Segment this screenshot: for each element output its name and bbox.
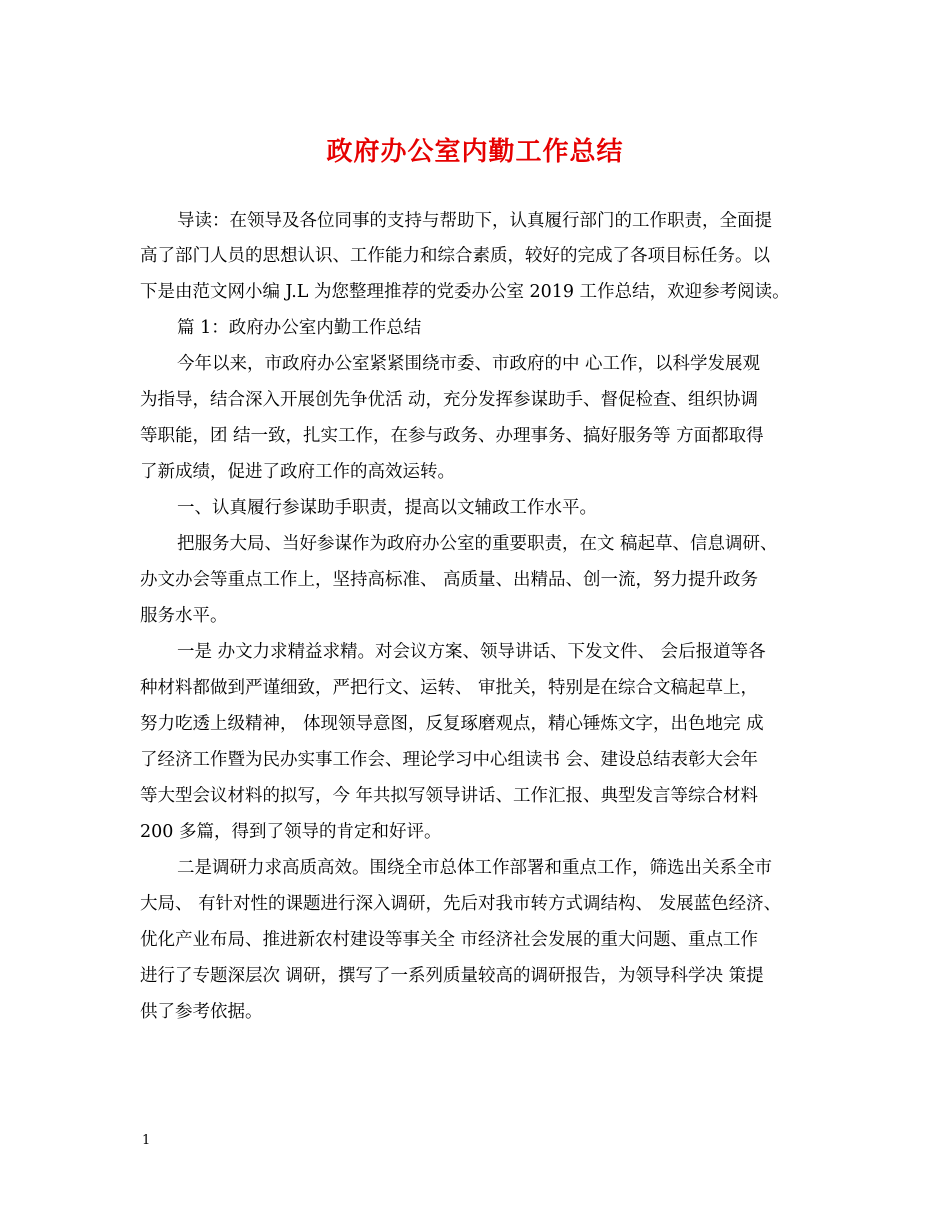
- text-line: 服务水平。: [140, 606, 228, 626]
- text-line: 篇 1：政府办公室内勤工作总结: [177, 318, 422, 338]
- text-line: 高了部门人员的思想认识、工作能力和综合素质，较好的完成了各项目标任务。以: [140, 246, 770, 266]
- text-line: 一是 办文力求精益求精。对会议方案、领导讲话、下发文件、 会后报道等各: [177, 642, 766, 662]
- text-line: 导读：在领导及各位同事的支持与帮助下，认真履行部门的工作职责，全面提: [177, 211, 772, 231]
- text-line: 优化产业布局、推进新农村建设等事关全 市经济社会发展的重大问题、重点工作: [140, 930, 759, 950]
- text-line: 把服务大局、当好参谋作为政府办公室的重要职责，在文 稿起草、信息调研、: [177, 534, 778, 554]
- text-line: 二是调研力求高质高效。围绕全市总体工作部署和重点工作，筛选出关系全市: [177, 858, 772, 878]
- text-line: 种材料都做到严谨细致，严把行文、运转、 审批关，特别是在综合文稿起草上，: [140, 678, 759, 698]
- text-line: 努力吃透上级精神， 体现领导意图，反复琢磨观点，精心锤炼文字，出色地完 成: [140, 714, 764, 734]
- text-line: 下是由范文网小编 J.L 为您整理推荐的党委办公室 2019 工作总结，欢迎参考阅读。: [140, 282, 790, 302]
- document-title: 政府办公室内勤工作总结: [326, 137, 624, 167]
- text-line: 了新成绩，促进了政府工作的高效运转。: [140, 462, 455, 482]
- text-line: 大局、 有针对性的课题进行深入调研，先后对我市转方式调结构、 发展蓝色经济、: [140, 894, 782, 914]
- text-line: 等职能，团 结一致，扎实工作，在参与政务、办理事务、搞好服务等 方面都取得: [140, 426, 764, 446]
- text-line: 进行了专题深层次 调研，撰写了一系列质量较高的调研报告，为领导科学决 策提: [140, 966, 764, 986]
- text-line: 200 多篇，得到了领导的肯定和好评。: [140, 822, 442, 842]
- text-line: 为指导，结合深入开展创先争优活 动，充分发挥参谋助手、督促检查、组织协调: [140, 390, 759, 410]
- text-line: 供了参考依据。: [140, 1002, 263, 1022]
- page-number: 1: [142, 1133, 151, 1148]
- text-line: 办文办会等重点工作上，坚持高标准、 高质量、出精品、创一流，努力提升政务: [140, 570, 759, 590]
- text-line: 一、认真履行参谋助手职责，提高以文辅政工作水平。: [177, 498, 597, 518]
- text-line: 今年以来，市政府办公室紧紧围绕市委、市政府的中 心工作，以科学发展观: [177, 354, 761, 374]
- text-line: 了经济工作暨为民办实事工作会、理论学习中心组读书 会、建设总结表彰大会年: [140, 750, 759, 770]
- text-line: 等大型会议材料的拟写，今 年共拟写领导讲话、工作汇报、典型发言等综合材料: [140, 786, 759, 806]
